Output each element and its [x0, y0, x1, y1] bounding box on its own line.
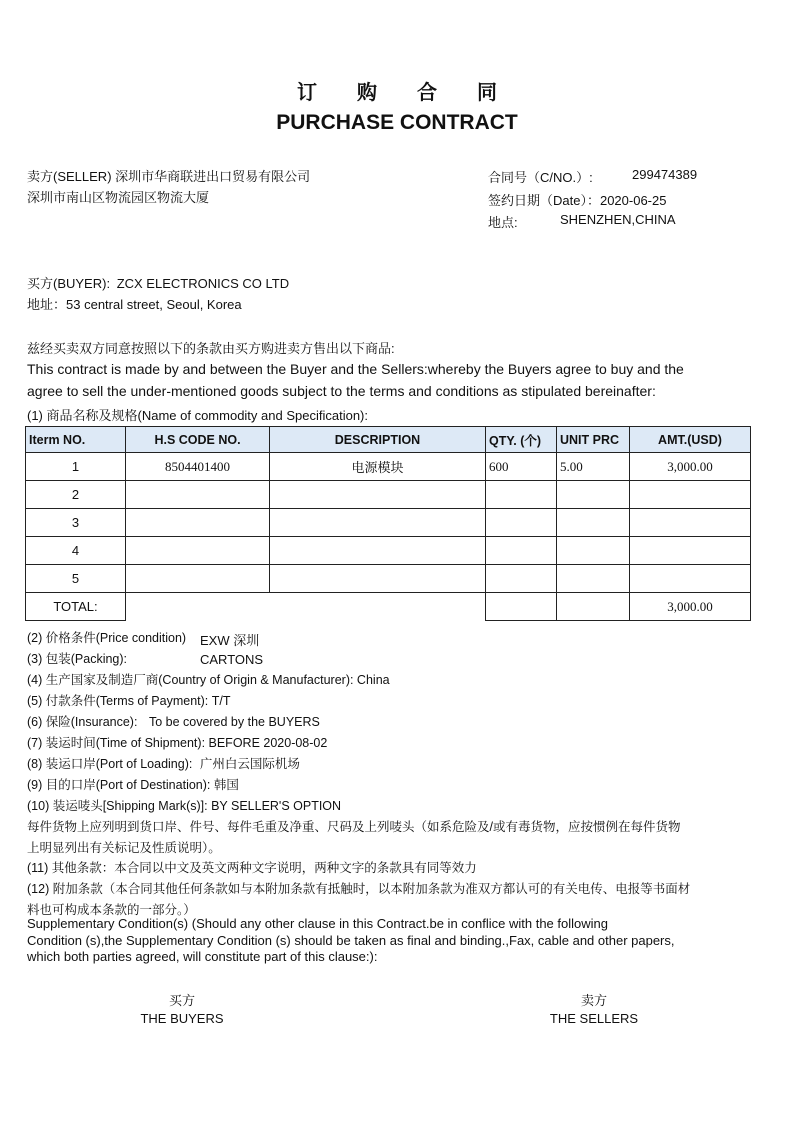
header-unit-price: UNIT PRC	[557, 427, 630, 453]
signature-buyer-en: THE BUYERS	[140, 1011, 224, 1026]
cell-qty	[486, 537, 557, 565]
contract-no-label: 合同号（C/NO.）:	[488, 170, 593, 185]
cell-item-no: 3	[26, 509, 126, 537]
cell-amount: 3,000.00	[630, 453, 751, 481]
cell-qty	[486, 565, 557, 593]
seller-name: 深圳市华商联进出口贸易有限公司	[115, 169, 311, 184]
cell-item-no: 1	[26, 453, 126, 481]
cell-item-no: 5	[26, 565, 126, 593]
intro-en-1: This contract is made by and between the Buyer and the Sellers:whereby the Buyers agree to buy and the	[27, 361, 684, 377]
seller-label: 卖方(SELLER)	[27, 169, 112, 184]
cell-unit-price	[557, 481, 630, 509]
term-origin: (4) 生产国家及制造厂商(Country of Origin & Manufacturer): China	[27, 673, 390, 687]
cell-qty	[486, 509, 557, 537]
total-row	[26, 593, 751, 621]
contract-date	[488, 190, 666, 209]
contract-place-label: 地点:	[488, 215, 518, 230]
total-spacer	[126, 593, 486, 621]
intro-cn: 兹经买卖双方同意按照以下的条款由买方购进卖方售出以下商品:	[27, 341, 395, 356]
term-loading-value: 广州白云国际机场	[199, 757, 300, 771]
term-destination: (9) 目的口岸(Port of Destination): 韩国	[27, 778, 239, 792]
cell-description: 电源模块	[270, 453, 486, 481]
intro-en-2: agree to sell the under-mentioned goods subject to the terms and conditions as stipulated bereinafter:	[27, 383, 656, 399]
term-packing-value: CARTONS	[200, 652, 264, 667]
header-description: DESCRIPTION	[270, 427, 486, 453]
header-amount: AMT.(USD)	[630, 427, 751, 453]
cell-hs-code	[126, 565, 270, 593]
term-shipping-mark: (10) 装运唛头[Shipping Mark(s)]: BY SELLER'S OPTION	[27, 799, 342, 813]
table-row	[26, 509, 751, 537]
cell-description	[270, 481, 486, 509]
cell-hs-code: 8504401400	[126, 453, 270, 481]
seller-line	[27, 166, 310, 185]
cell-unit-price	[557, 565, 630, 593]
commodity-heading: (1) 商品名称及规格(Name of commodity and Specification):	[27, 408, 368, 423]
cell-amount	[630, 565, 751, 593]
term-price-value: EXW 深圳	[200, 633, 260, 648]
term-loading	[27, 754, 300, 772]
contract-date-value: 2020-06-25	[599, 193, 667, 208]
cell-unit-price	[557, 537, 630, 565]
cell-item-no: 4	[26, 537, 126, 565]
term-shipping-note-1: 每件货物上应列明到货口岸、件号、每件毛重及净重、尺码及上列唛头（如系危险及/或有毒货物，应按惯例在每件货物	[27, 820, 681, 834]
table-row	[26, 481, 751, 509]
contract-date-label: 签约日期（Date）：	[488, 193, 600, 208]
cell-qty	[486, 481, 557, 509]
term-shipping-note-2: 上明显列出有关标记及性质说明）。	[27, 841, 221, 855]
cell-hs-code	[126, 509, 270, 537]
term-additional-2: 料也可构成本条款的一部分。）	[27, 903, 196, 917]
term-insurance	[27, 712, 320, 730]
header-qty: QTY. (个)	[486, 427, 557, 453]
title-char: 订	[297, 82, 317, 104]
contract-no-value: 299474389	[632, 167, 698, 182]
term-insurance-value: To be covered by the BUYERS	[148, 715, 320, 729]
term-price-label: (2) 价格条件(Price condition)	[27, 631, 187, 645]
buyer-line	[27, 273, 289, 292]
title-chinese	[0, 76, 794, 105]
goods-table	[25, 426, 751, 621]
signature-seller-cn: 卖方	[580, 993, 607, 1008]
seller-address: 深圳市南山区物流园区物流大厦	[27, 190, 210, 205]
term-payment: (5) 付款条件(Terms of Payment): T/T	[27, 694, 231, 708]
table-row	[26, 537, 751, 565]
signature-seller-en: THE SELLERS	[549, 1011, 639, 1026]
total-qty-cell	[486, 593, 557, 621]
table-header-row	[26, 427, 751, 453]
cell-unit-price: 5.00	[557, 453, 630, 481]
title-char: 同	[477, 82, 497, 104]
cell-item-no: 2	[26, 481, 126, 509]
cell-amount	[630, 537, 751, 565]
buyer-name: ZCX ELECTRONICS CO LTD	[116, 276, 290, 291]
cell-description	[270, 537, 486, 565]
total-label: TOTAL:	[26, 593, 126, 621]
supplementary-3: which both parties agreed, will constitute part of this clause:):	[27, 949, 378, 964]
cell-hs-code	[126, 481, 270, 509]
table-row	[26, 565, 751, 593]
cell-description	[270, 565, 486, 593]
term-insurance-label: (6) 保险(Insurance):	[27, 715, 138, 729]
term-loading-label: (8) 装运口岸(Port of Loading):	[27, 757, 193, 771]
cell-description	[270, 509, 486, 537]
buyer-address	[27, 294, 242, 313]
title-char: 合	[417, 82, 437, 104]
buyer-address-value: 53 central street, Seoul, Korea	[66, 297, 242, 312]
header-item-no: Iterm NO.	[26, 427, 126, 453]
buyer-label: 买方(BUYER):	[27, 276, 111, 291]
cell-unit-price	[557, 509, 630, 537]
contract-place-value: SHENZHEN,CHINA	[560, 212, 676, 227]
term-additional-1: (12) 附加条款（本合同其他任何条款如与本附加条款有抵触时，以本附加条款为准双方都认可的有关电传、电报等书面材	[27, 882, 691, 896]
total-unit-cell	[557, 593, 630, 621]
title-english: PURCHASE CONTRACT	[276, 111, 518, 134]
title-char: 购	[357, 82, 377, 104]
signature-buyer-cn: 买方	[168, 993, 195, 1008]
supplementary-1: Supplementary Condition(s) (Should any other clause in this Contract.be in conflice with the following	[27, 916, 608, 931]
cell-amount	[630, 509, 751, 537]
cell-amount	[630, 481, 751, 509]
supplementary-2: Condition (s),the Supplementary Condition (s) should be taken as final and binding.,Fax, cable and other papers,	[27, 933, 675, 948]
table-row	[26, 453, 751, 481]
header-hs-code: H.S CODE NO.	[126, 427, 270, 453]
buyer-address-label: 地址：	[27, 297, 67, 312]
cell-hs-code	[126, 537, 270, 565]
total-value: 3,000.00	[630, 593, 751, 621]
term-packing-label: (3) 包装(Packing):	[27, 652, 128, 666]
term-other: (11) 其他条款：本合同以中文及英文两种文字说明，两种文字的条款具有同等效力	[27, 861, 477, 875]
term-shipment: (7) 装运时间(Time of Shipment): BEFORE 2020-08-02	[27, 736, 328, 750]
cell-qty: 600	[486, 453, 557, 481]
